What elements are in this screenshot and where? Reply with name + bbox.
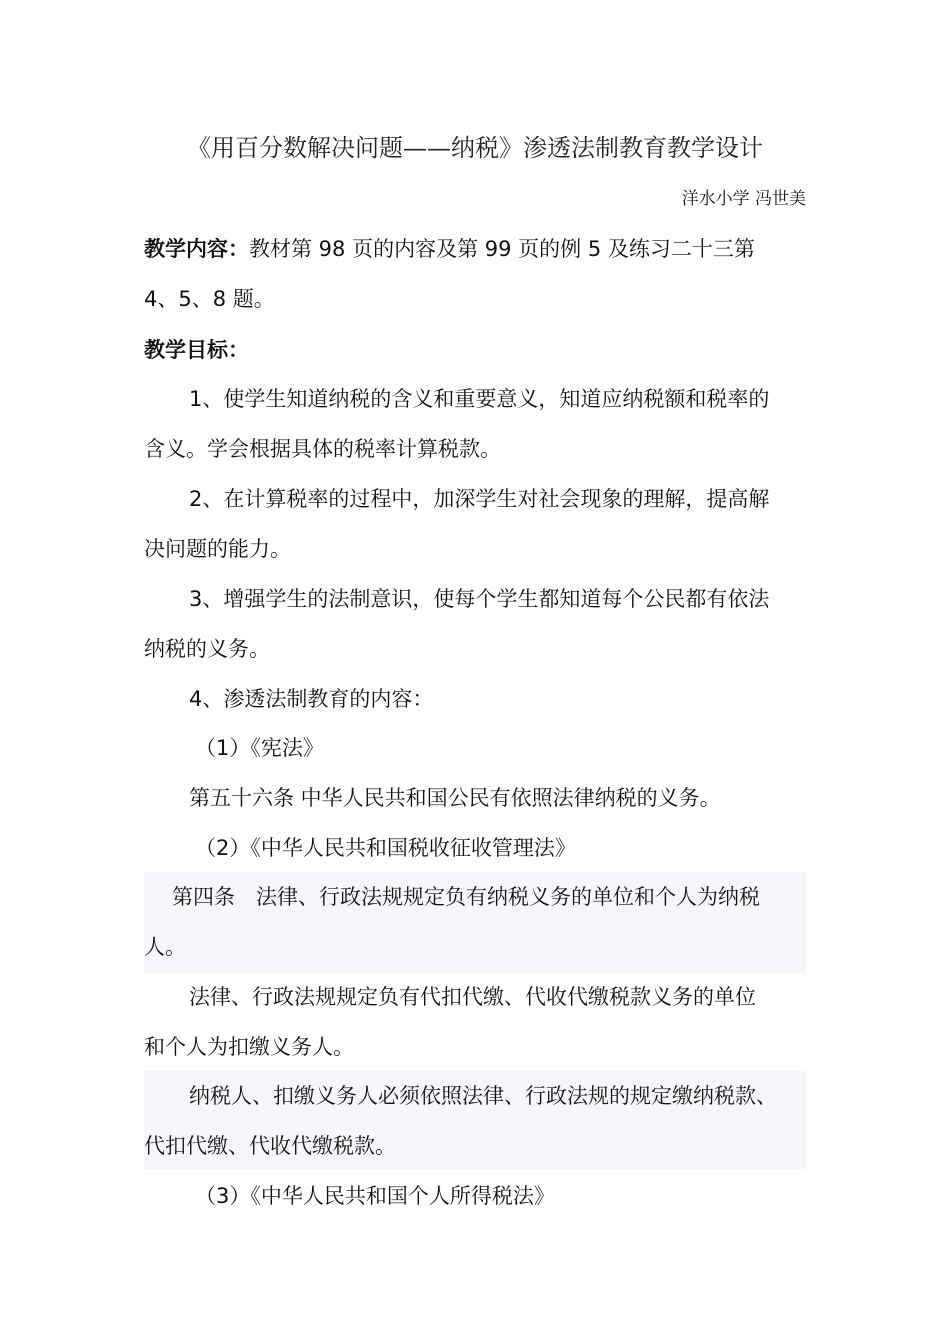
goal2-line1: 2、在计算税率的过程中，加深学生对社会现象的理解，提高解: [189, 487, 770, 511]
goal4: 4、渗透法制教育的内容：: [189, 687, 434, 711]
content-paragraph: [144, 234, 755, 264]
goals-label: 教学目标：: [144, 338, 249, 362]
law2-title: （2）《中华人民共和国税收征收管理法》: [195, 836, 576, 860]
law3-title: （3）《中华人民共和国个人所得税法》: [195, 1184, 555, 1208]
law2-paragraph3-line2: 代扣代缴、代收代缴税款。: [144, 1134, 396, 1158]
law2-paragraph2-line2: 和个人为扣缴义务人。: [144, 1035, 354, 1059]
law1-title: （1）《宪法》: [195, 736, 324, 760]
document-author: 洋水小学 冯世美: [681, 189, 806, 209]
goal3-line1: 3、增强学生的法制意识，使每个学生都知道每个公民都有依法: [189, 587, 770, 611]
law2-article-line2: 人。: [144, 935, 186, 959]
law2-article-line1: 第四条 法律、行政法规规定负有纳税义务的单位和个人为纳税: [172, 885, 760, 909]
law2-paragraph3-line1: 纳税人、扣缴义务人必须依照法律、行政法规的规定缴纳税款、: [189, 1084, 777, 1108]
goal1-line1: 1、使学生知道纳税的含义和重要意义，知道应纳税额和税率的: [189, 387, 770, 411]
goal1-line2: 含义。学会根据具体的税率计算税款。: [144, 437, 501, 461]
goal2-line2: 决问题的能力。: [144, 537, 291, 561]
document-title: 《用百分数解决问题——纳税》渗透法制教育教学设计: [187, 134, 763, 162]
goal3-line2: 纳税的义务。: [144, 637, 270, 661]
law1-article: 第五十六条 中华人民共和国公民有依照法律纳税的义务。: [189, 786, 721, 810]
content-label: 教学内容：: [144, 237, 249, 261]
content-text-2: 4、5、8 题。: [144, 287, 275, 311]
content-text: 教材第 98 页的内容及第 99 页的例 5 及练习二十三第: [249, 237, 755, 261]
law2-paragraph2-line1: 法律、行政法规规定负有代扣代缴、代收代缴税款义务的单位: [189, 985, 756, 1009]
